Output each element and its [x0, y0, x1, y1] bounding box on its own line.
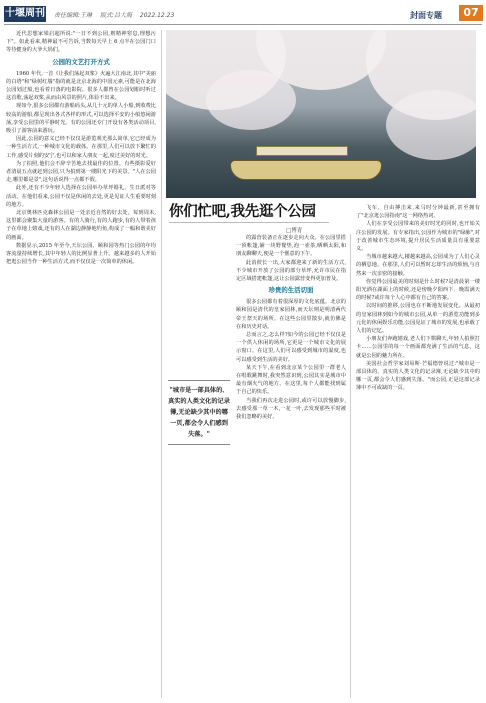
editor-credits	[54, 10, 180, 19]
body-paragraph: 为了拍照,他们会不辞辛苦地去找最佳的位置。有些摄影爱好者清晨五点就赶到公园,只为拍到第一缕阳光下的美景。"人在公园走,哪里都是景",这句话说得一点都不假。	[6, 160, 156, 184]
body-paragraph: 飞车、自由搏击来,来马时分钟最新,甚至拥有了"北京逛公园指南"这一网络热词。	[356, 205, 480, 220]
body-paragraph: 数据显示,2015 年至今,天坛公园、颐和园等热门公园的年均客流量持续增长,其中年轻人的比例显著上升。越来越多的人开始把逛公园当作一种生活方式,而不仅仅是一次简单的休闲。	[6, 242, 156, 266]
body-paragraph: 某天下午,在看到北京某个公园里一群老人在唱歌跳舞时,我突然意识到,公园其实是城市中最有烟火气的地方。在这里,每个人都能找到属于自己的快乐。	[236, 364, 346, 396]
header-divider	[4, 24, 482, 25]
design-name: 版式:吕大海	[99, 12, 132, 19]
cover-photo	[166, 30, 476, 198]
article-column-2	[236, 234, 346, 698]
body-paragraph: 以时间的推移,公园也在不断地发展变化。从最初的皇家园林到如今的城市公园,从单一的游览功能到多元化的休闲娱乐功能,公园见证了城市的发展,也承载了人们的记忆。	[356, 303, 480, 335]
editor-name: 责任编辑:王琳	[54, 12, 93, 19]
body-paragraph: 近代思想家梁启超所说:"一日不到公园,则精神窒息,理想污下"。如此看来,精神最不可告诉,当数每天早上 6 点半在公园门口等待健身的大爷大妈们。	[6, 31, 156, 54]
article-column-3	[356, 204, 480, 698]
section-title: 封面专题	[410, 11, 442, 20]
body-paragraph: 当我们再次走进公园时,或许可以放慢脚步,去感受那一草一木,一花一叶,去发现那些平时被我们忽略的美好。	[236, 397, 346, 421]
newspaper-logo: 十堰周刊	[4, 6, 46, 22]
boat-canopy	[256, 146, 348, 156]
body-paragraph: 因此,公园的意义已经不仅仅是游览观光那么简单,它已经成为一种生活方式,一种城市文化的载体。在那里,人们可以放下繁忙的工作,感受片刻的安宁,也可以和家人朋友一起,度过美好的时光。	[6, 136, 156, 159]
body-paragraph: 当城市越来越大,楼越来越高,公园成为了人们心灵的栖息地。在那里,人们可以暂时忘却生活的烦恼,与自然来一次亲密的接触。	[356, 254, 480, 277]
body-paragraph: 此外,还有不少年轻人选择在公园举办草坪婚礼、生日派对等活动。在他们看来,公园不仅是休闲的去处,更是见证人生重要时刻的地方。	[6, 185, 156, 208]
body-paragraph: 1960 年代,一首《让我们荡起双桨》火遍大江南北,其中"美丽的白塔"和"绿树红墙"指的就是北京北海的中国元素,可能是在北海公园划过船,也看着日落的电影院。很多人都曾在公园划船时听过这首歌,荡起双桨,从而由风景的照片,体验不出来。	[6, 70, 156, 102]
column-divider	[161, 30, 162, 698]
body-paragraph: 美国社会哲学家刘易斯·芒福德曾说过:"城市是一部具体的、真实的人类文化的记录簿,无论缺少其中的哪一页,都会令人们感到失落。"而公园,正是这部记录簿中不可或缺的一页。	[356, 360, 480, 392]
title-divider	[169, 222, 329, 223]
body-paragraph: 的露营装备正在逐步走向大众。在公园里搭一顶帐篷,铺一块野餐垫,泡一壶茶,晒晒太阳,和朋友聊聊天,便是一个惬意的下午。	[236, 235, 346, 258]
issue-date: 2022.12.23	[139, 12, 175, 19]
section-subheading: 公园的文艺打开方式	[52, 57, 110, 66]
page-number: 07	[459, 5, 483, 21]
article-title: 你们忙吧,我先逛个公园	[169, 203, 316, 220]
article-author: □博青	[286, 228, 303, 234]
article-column-1	[6, 30, 156, 698]
body-paragraph: 总而言之,怎么样?如今的公园已经不仅仅是一个供人休闲的场所,它更是一个城市文化的展示窗口。在这里,人们可以感受到城市的温度,也可以感受到生活的美好。	[236, 332, 346, 363]
body-paragraph: 小朋友们奔跑嬉戏,老人们下棋聊天,年轻人拍照打卡……公园里的每一个画面都充满了生活的气息。这就是公园的魅力所在。	[356, 336, 480, 359]
body-paragraph: 很多公园都有着很深厚的文化底蕴。北京的颐和园是清代的皇家园林,而天坛则是明清两代帝王祭天的场所。在这些公园里散步,就仿佛是在和历史对话。	[236, 299, 346, 330]
body-paragraph: 你觉得公园最美的时刻是什么时候?是清晨第一缕阳光洒在湖面上的时候,还是傍晚夕阳西下、晚霞满天的时候?或许每个人心中都有自己的答案。	[356, 278, 480, 302]
body-paragraph: 北京奥林匹克森林公园是一处亲近自然的好去处。每到周末,这里都会聚集大量的游客。有的人骑行,有的人跑步,有的人带着孩子在草地上嬉戏,还有的人在湖边静静地钓鱼,构成了一幅和谐美好的画面。	[6, 210, 156, 241]
body-paragraph: 现如今,很多公园都有游船码头,从几十元的单人小船,到收费比较高的游船,都呈现出各式各样的形式,可以选择平安的小船悠闲游荡,享受公园里的平静时光。有的公园还专门开设有各类活动项目,吸引了游客前来游玩。	[6, 103, 156, 135]
body-paragraph: 人们在享受公园带来的美好时光的同时,也开始关注公园的发展。有专家指出,公园作为城市的"绿肺",对于改善城市生态环境,提升居民生活质量具有重要意义。	[356, 221, 480, 253]
section-subheading: 珍贵的生活切面	[268, 286, 314, 295]
page-header	[0, 0, 486, 24]
pull-quote: "城市是一部具体的、真实的人类文化的记录簿,无论缺少其中的哪一页,都会令人们感到失落。"	[168, 380, 230, 445]
column-divider	[350, 234, 351, 698]
rowing-boat	[230, 160, 382, 180]
body-paragraph: 此消彼长一出,大家都迎来了新的生活方式,不少城市开放了公园的部分草坪,允许市民在指定区域搭建帐篷,这让公园露营变得更加普及。	[236, 259, 346, 283]
